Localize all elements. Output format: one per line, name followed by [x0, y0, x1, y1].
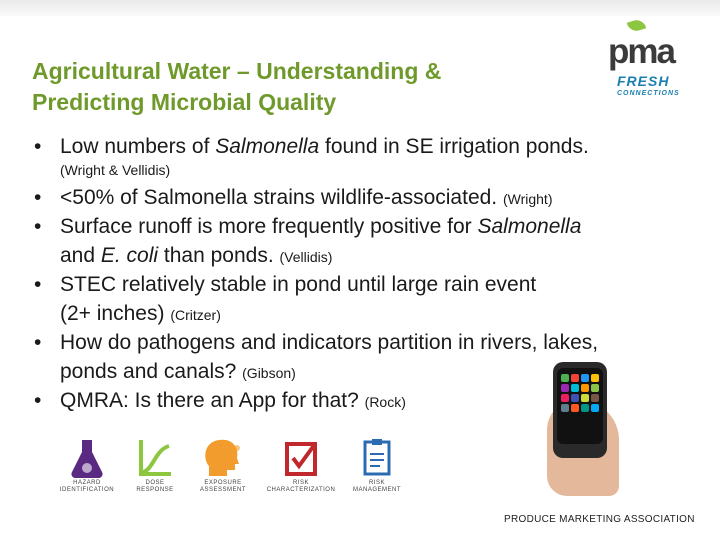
bullet-3-text: Surface runoff is more frequently positive for	[60, 215, 478, 238]
logo-fresh: FRESH	[617, 73, 670, 89]
bullet-4-text-2: (2+ inches)	[60, 302, 171, 325]
bullet-2-line	[60, 184, 553, 213]
risk-management-icon	[342, 436, 412, 506]
bullet-3-line-1	[60, 213, 581, 241]
exposure-assessment-icon	[188, 436, 258, 506]
pma-logo	[598, 18, 698, 104]
bullet-3-line-2	[60, 242, 332, 271]
dose-response-label-1: DOSE	[145, 480, 165, 486]
risk-characterization-icon	[266, 436, 336, 506]
leaf-icon	[627, 18, 647, 34]
dose-response-icon	[120, 436, 190, 506]
title-line-2: Predicting Microbial Quality	[32, 89, 337, 115]
bullet-6-citation: (Rock)	[364, 394, 406, 410]
bullet-6-text: QMRA: Is there an App for that?	[60, 389, 365, 412]
bullet-marker: •	[34, 331, 42, 354]
bullet-marker: •	[34, 186, 42, 209]
bullet-4-citation: (Critzer)	[170, 307, 221, 323]
phone-screen	[557, 368, 603, 444]
bullet-2-text: <50% of Salmonella strains wildlife-associated.	[60, 186, 503, 209]
exposure-assessment-label-2: ASSESSMENT	[199, 487, 246, 493]
logo-connections: CONNECTIONS	[617, 90, 680, 97]
bullet-1-italic: Salmonella	[215, 135, 320, 158]
smartphone-image	[547, 360, 631, 496]
bullet-marker: •	[34, 273, 42, 296]
risk-characterization-label-1: RISK	[292, 480, 309, 486]
bullet-3-italic-2: E. coli	[100, 244, 159, 267]
exposure-assessment-label-1: EXPOSURE	[204, 480, 242, 486]
risk-characterization-label-2: CHARACTERIZATION	[266, 487, 336, 493]
risk-process-icons	[52, 436, 412, 506]
bullet-5-line-2	[60, 358, 296, 387]
top-bar	[0, 0, 720, 16]
logo-brand: pma	[608, 32, 674, 71]
hazard-identification-label-1: HAZARD	[73, 480, 101, 486]
bullet-marker: •	[34, 135, 42, 158]
bullet-3-italic: Salmonella	[477, 215, 582, 238]
bullet-2-citation: (Wright)	[502, 191, 553, 207]
bullet-3-text-3: than ponds.	[158, 244, 280, 267]
hazard-identification-icon	[52, 436, 122, 506]
risk-management-label-1: RISK	[368, 480, 385, 486]
footer-organization: PRODUCE MARKETING ASSOCIATION	[504, 514, 695, 525]
risk-management-label-2: MANAGEMENT	[352, 487, 401, 493]
bullet-6-line	[60, 387, 406, 416]
slide-title	[32, 56, 572, 118]
bullet-5-text-2: ponds and canals?	[60, 360, 243, 383]
hazard-identification-label-2: IDENTIFICATION	[59, 487, 115, 493]
bullet-marker: •	[34, 215, 42, 238]
bullet-3-text-2: and	[60, 244, 101, 267]
bullet-1-line	[60, 133, 589, 161]
bullet-1-citation: (Wright & Vellidis)	[60, 162, 171, 178]
dose-response-label-2: RESPONSE	[136, 487, 174, 493]
bullet-4-line-1: STEC relatively stable in pond until large rain event	[60, 273, 537, 296]
bullet-4-line-2	[60, 300, 221, 329]
bullet-1-text-end: found in SE irrigation ponds.	[319, 135, 589, 158]
bullet-1-text: Low numbers of	[60, 135, 216, 158]
bullet-5-line-1: How do pathogens and indicators partition in rivers, lakes,	[60, 331, 599, 354]
bullet-5-citation: (Gibson)	[242, 365, 296, 381]
bullet-3-citation: (Vellidis)	[279, 249, 333, 265]
bullet-marker: •	[34, 389, 42, 412]
title-line-1: Agricultural Water – Understanding &	[32, 58, 442, 84]
